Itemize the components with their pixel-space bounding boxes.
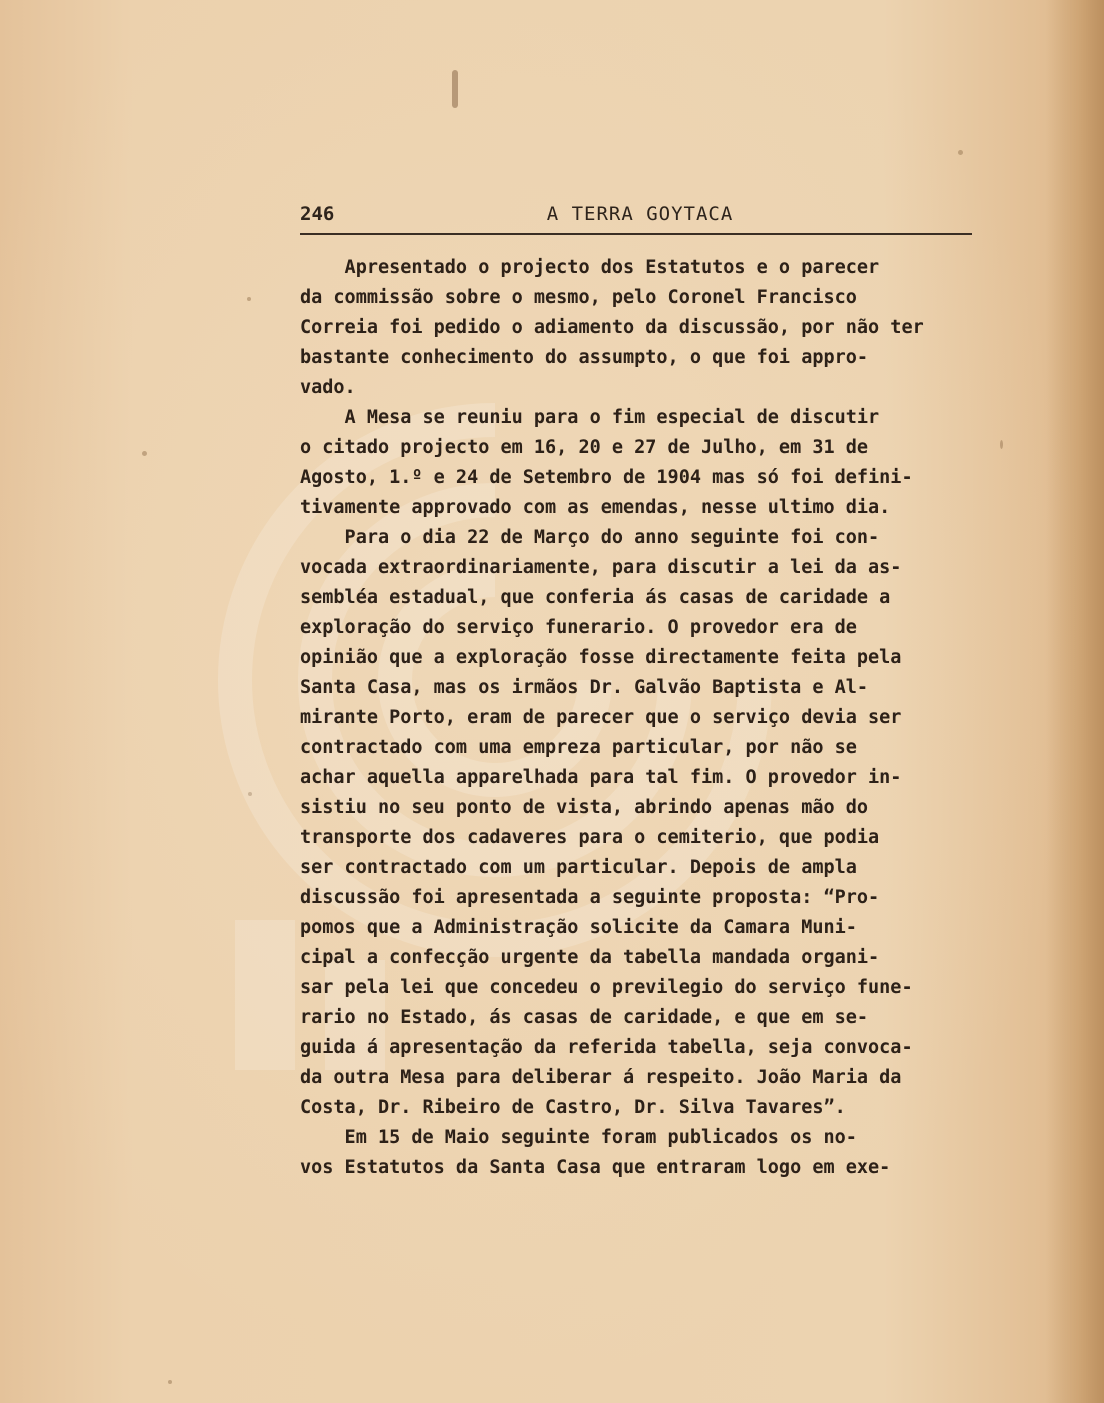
text-line: A Mesa se reuniu para o fim especial de discutir [300, 407, 880, 428]
text-line: Em 15 de Maio seguinte foram publicados os no- [300, 1127, 857, 1148]
text-line: opinião que a exploração fosse directamente feita pela [300, 647, 902, 668]
text-line: discussão foi apresentada a seguinte proposta: “Pro- [300, 887, 880, 908]
text-line: vado. [300, 377, 356, 398]
text-line: mirante Porto, eram de parecer que o serviço devia ser [300, 707, 902, 728]
text-line: da commissão sobre o mesmo, pelo Coronel Francisco [300, 287, 857, 308]
text-line: achar aquella apparelhada para tal fim. O provedor in- [300, 767, 902, 788]
text-line: vos Estatutos da Santa Casa que entraram logo em exe- [300, 1157, 891, 1178]
text-line: vocada extraordinariamente, para discutir a lei da as- [300, 557, 902, 578]
text-line: Para o dia 22 de Março do anno seguinte foi con- [300, 527, 880, 548]
text-line: Agosto, 1.º e 24 de Setembro de 1904 mas só foi defini- [300, 467, 913, 488]
text-line: Costa, Dr. Ribeiro de Castro, Dr. Silva Tavares”. [300, 1097, 846, 1118]
paper-speck [168, 1380, 172, 1384]
text-line: tivamente approvado com as emendas, nesse ultimo dia. [300, 497, 891, 518]
text-line: sar pela lei que concedeu o previlegio do serviço fune- [300, 977, 913, 998]
text-line: Correia foi pedido o adiamento da discussão, por não ter [300, 317, 924, 338]
paper-speck [248, 792, 252, 796]
text-line: da outra Mesa para deliberar á respeito. João Maria da [300, 1067, 902, 1088]
text-line: transporte dos cadaveres para o cemiterio, que podia [300, 827, 880, 848]
page-edge-shadow [1046, 0, 1104, 1403]
text-line: sembléa estadual, que conferia ás casas de caridade a [300, 587, 891, 608]
ink-mark [452, 70, 458, 108]
text-line: pomos que a Administração solicite da Camara Muni- [300, 917, 857, 938]
text-line: rario no Estado, ás casas de caridade, e que em se- [300, 1007, 869, 1028]
page-number: 246 [300, 203, 335, 225]
text-line: Santa Casa, mas os irmãos Dr. Galvão Baptista e Al- [300, 677, 869, 698]
text-line: bastante conhecimento do assumpto, o que foi appro- [300, 347, 869, 368]
text-line: cipal a confecção urgente da tabella mandada organi- [300, 947, 880, 968]
paper-speck [142, 451, 147, 456]
text-line: guida á apresentação da referida tabella, seja convoca- [300, 1037, 913, 1058]
page-header [300, 203, 972, 235]
running-title: A TERRA GOYTACA [546, 203, 734, 225]
text-line: ser contractado com um particular. Depois de ampla [300, 857, 857, 878]
text-line: sistiu no seu ponto de vista, abrindo apenas mão do [300, 797, 869, 818]
text-line: Apresentado o projecto dos Estatutos e o parecer [300, 257, 880, 278]
body-text [300, 253, 972, 1183]
paper-speck [958, 150, 963, 155]
text-line: exploração do serviço funerario. O provedor era de [300, 617, 857, 638]
text-line: contractado com uma empreza particular, por não se [300, 737, 857, 758]
paper-speck [247, 297, 251, 301]
paper-speck [1000, 440, 1003, 449]
text-line: o citado projecto em 16, 20 e 27 de Julho, em 31 de [300, 437, 869, 458]
